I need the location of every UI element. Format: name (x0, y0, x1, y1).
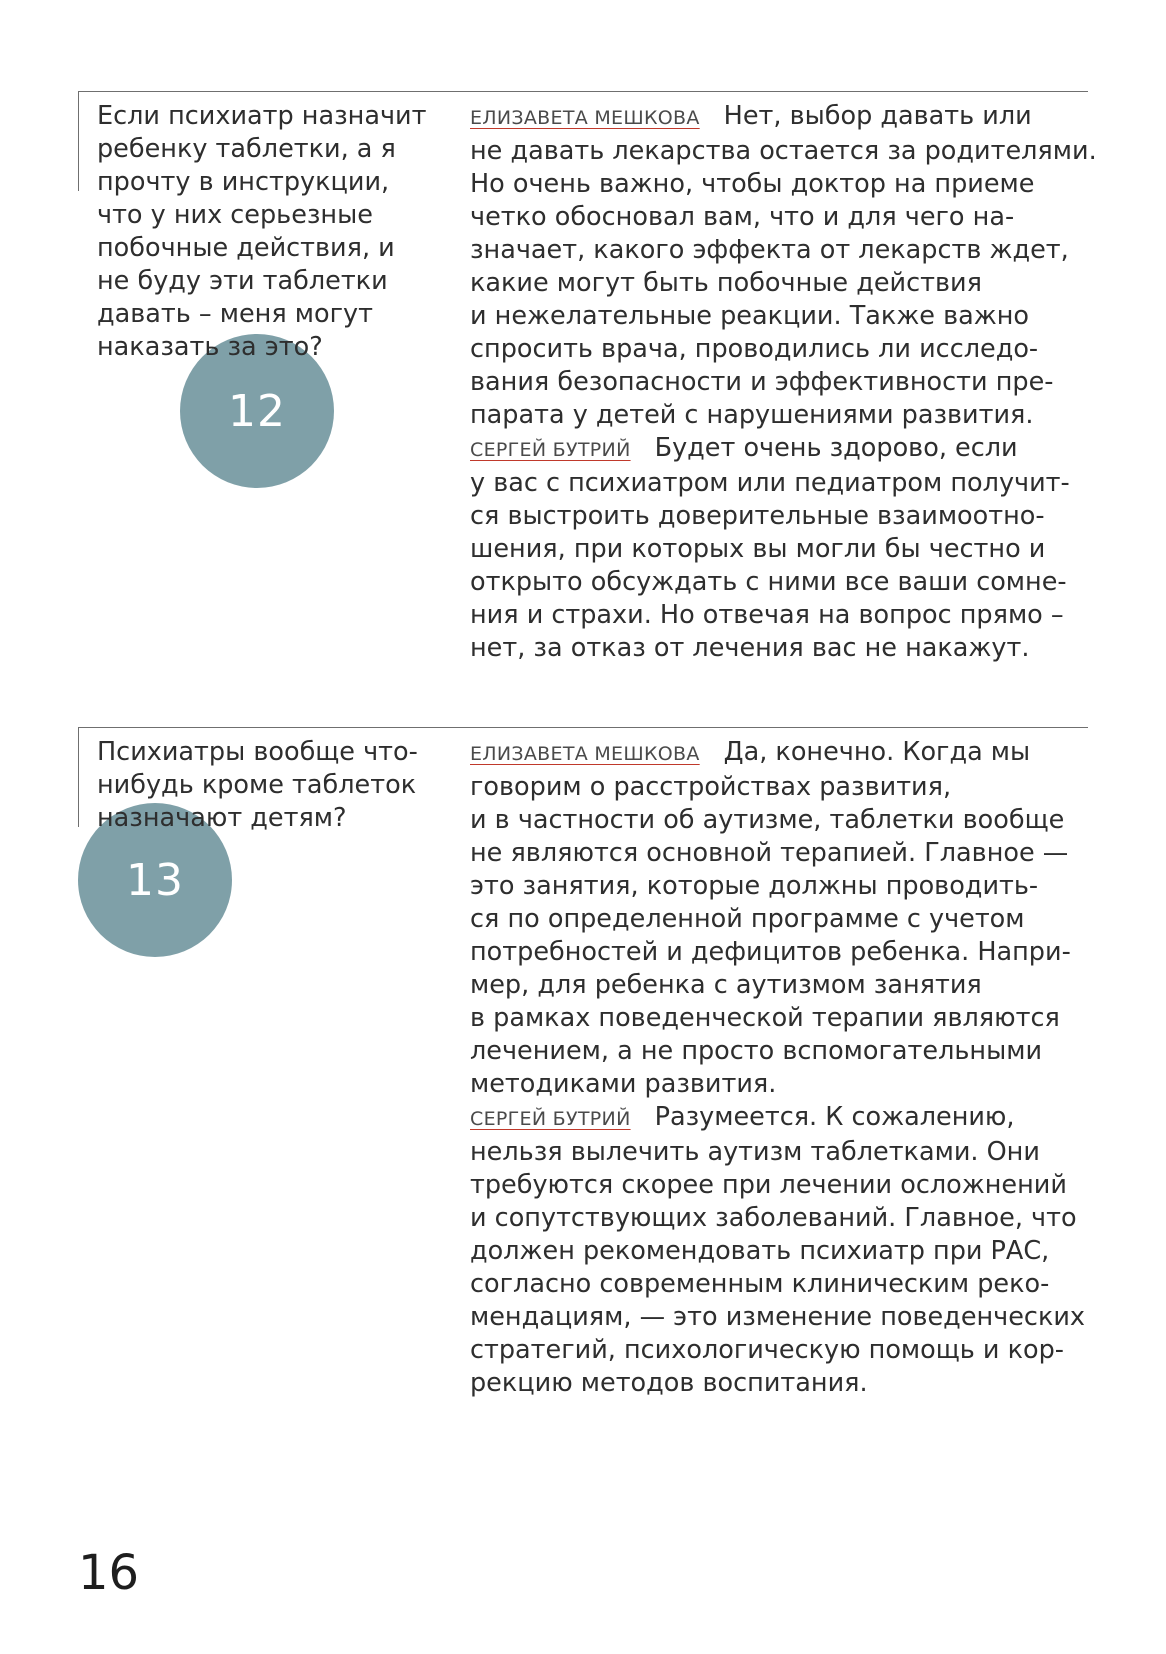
question-number-badge: 12 (180, 334, 334, 488)
answer-text: Будет очень здорово, если у вас с психиатром или педиатром получит- ся выстроить доверительные взаимоотно- шения, при которых вы могли бы честно и открыто обсуждать с ними все ваши сомне- ния и страхи. Но отвечая на вопрос прямо – нет, за отказ от лечения вас не накажут. (470, 433, 1070, 663)
question-number-badge: 13 (78, 803, 232, 957)
author-name: ЕЛИЗАВЕТА МЕШКОВА (470, 743, 700, 765)
answer-text: Да, конечно. Когда мы говорим о расстройствах развития, и в частности об аутизме, таблетки вообще не являются основной терапией. Главное — это занятия, которые должны проводить- ся по определенной программе с учетом потребностей и дефицитов ребенка. Напри- мер, для ребенка с аутизмом занятия в рамках поведенческой терапии являются лечением, а не просто вспомогательными методиками развития. (470, 737, 1071, 1099)
question-13-text: Психиатры вообще что- нибудь кроме таблеток назначают детям? (97, 737, 418, 833)
answers-13 (470, 736, 1110, 1400)
section-13-top-rule (78, 727, 1088, 728)
answer-text: Разумеется. К сожалению, нельзя вылечить аутизм таблетками. Они требуются скорее при лечении осложнений и сопутствующих заболеваний. Главное, что должен рекомендовать психиатр при РАС, согласно современным клиническим реко- мендациям, — это изменение поведенческих стратегий, психологическую помощь и кор- рекцию методов воспитания. (470, 1102, 1086, 1398)
author-name: ЕЛИЗАВЕТА МЕШКОВА (470, 107, 700, 129)
section-13-left-rule (78, 727, 79, 827)
answers-12 (470, 100, 1110, 665)
answer-block (470, 100, 1110, 432)
author-name: СЕРГЕЙ БУТРИЙ (470, 439, 631, 461)
author-name: СЕРГЕЙ БУТРИЙ (470, 1108, 631, 1130)
answer-text: Нет, выбор давать или не давать лекарства остается за родителями. Но очень важно, чтобы доктор на приеме четко обосновал вам, что и для чего на- значает, какого эффекта от лекарств ждет, какие могут быть побочные действия и нежелательные реакции. Также важно спросить врача, проводились ли исследо- вания безопасности и эффективности пре- парата у детей с нарушениями развития. (470, 101, 1097, 430)
page-number: 16 (78, 1545, 140, 1601)
answer-block (470, 736, 1110, 1101)
section-12-top-rule (78, 91, 1088, 92)
answer-block (470, 1101, 1110, 1400)
section-12-left-rule (78, 91, 79, 191)
answer-block (470, 432, 1110, 665)
question-12-text: Если психиатр назначит ребенку таблетки, а я прочту в инструкции, что у них серьезные побочные действия, и не буду эти таблетки давать – меня могут наказать за это? (97, 101, 427, 362)
